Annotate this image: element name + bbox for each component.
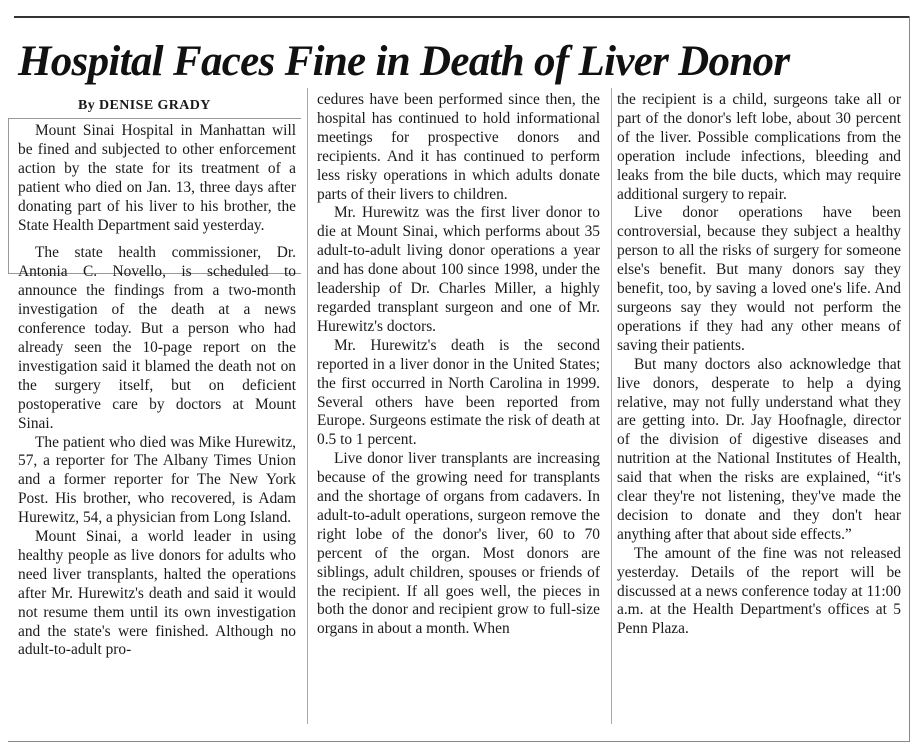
article-column-2 xyxy=(317,91,600,639)
paragraph: But many doctors also acknowledge that live donors, desperate to help a dying relative, may not fully understand what they are getting into. Dr. Jay Hoofnagle, director of the division of digestive diseases and nutrition at the National Institutes of Health, said that when the risks are explained, “it's clear they're not listening, they've made the decision to donate and they don't hear anything after that about side effects.” xyxy=(617,355,901,543)
paragraph-continuation: cedures have been performed since then, the hospital has continued to hold informational meetings for prospective donors and recipients. And it has continued to perform less risky operations in which adults donate parts of their livers to children. xyxy=(317,91,600,203)
bottom-border xyxy=(8,741,910,742)
right-border xyxy=(909,16,910,742)
paragraph: Mr. Hurewitz was the first liver donor to die at Mount Sinai, which performs about 35 adult-to-adult living donor operations a year and has done about 100 since 1998, under the leadership of Dr. Charles Miller, a highly regarded transplant surgeon and one of Mr. Hurewitz's doctors. xyxy=(317,204,600,335)
article-column-1 xyxy=(18,122,296,660)
paragraph: Mr. Hurewitz's death is the second reported in a liver donor in the United States; the first occurred in North Carolina in 1999. Several others have been reported from Europe. Surgeons estimate the risk of death at 0.5 to 1 percent. xyxy=(317,336,600,449)
paragraph: Live donor operations have been controversial, because they subject a healthy person to all the risks of surgery for someone else's benefit. But many donors say they benefit, too, by saving a loved one's life. And surgeons say they would not perform the operations if they had any other means of saving their patients. xyxy=(617,204,901,354)
lead-paragraph: Mount Sinai Hospital in Manhattan will be fined and subjected to other enforcement action by the state for its treatment of a patient who died on Jan. 13, three days after donating part of his liver to his brother, the State Health Department said yesterday. xyxy=(18,122,296,234)
column-divider xyxy=(611,88,612,724)
top-rule xyxy=(14,16,910,18)
paragraph: Live donor liver transplants are increasing because of the growing need for transplants and the shortage of organs from cadavers. In adult-to-adult operations, surgeon remove the right lobe of the donor's liver, 60 to 70 percent of the organ. Most donors are siblings, adult children, spouses or friends of the recipient. If all goes well, the pieces in both the donor and recipient grow to full-size organs in about a month. When xyxy=(317,450,600,638)
headline: Hospital Faces Fine in Death of Liver Donor xyxy=(18,38,790,85)
paragraph: The patient who died was Mike Hurewitz, 57, a reporter for The Albany Times Union and a former reporter for The New York Post. His brother, who recovered, is Adam Hurewitz, 54, a physician from Long Island. xyxy=(18,433,296,527)
paragraph-continuation: the recipient is a child, surgeons take all or part of the donor's left lobe, about 30 percent of the liver. Possible complications from the operation include infections, bleeding and leaks from the bile ducts, which may require additional surgery to repair. xyxy=(617,91,901,203)
byline: By DENISE GRADY xyxy=(78,98,211,113)
paragraph: Mount Sinai, a world leader in using healthy people as live donors for adults who need liver transplants, halted the operations after Mr. Hurewitz's death and said it would not resume them until its own investigation and the state's were finished. Although no adult-to-adult pro- xyxy=(18,528,296,659)
paragraph: The amount of the fine was not released yesterday. Details of the report will be discussed at a news conference today at 11:00 a.m. at the Health Department's offices at 5 Penn Plaza. xyxy=(617,544,901,638)
column-divider xyxy=(307,88,308,724)
paragraph: The state health commissioner, Dr. Antonia C. Novello, is scheduled to announce the findings from a two-month investigation of the death at a news conference today. But a person who had already seen the 10-page report on the investigation said it blamed the death not on the surgery itself, but on deficient postoperative care by doctors at Mount Sinai. xyxy=(18,244,296,432)
article-column-3 xyxy=(617,91,901,639)
